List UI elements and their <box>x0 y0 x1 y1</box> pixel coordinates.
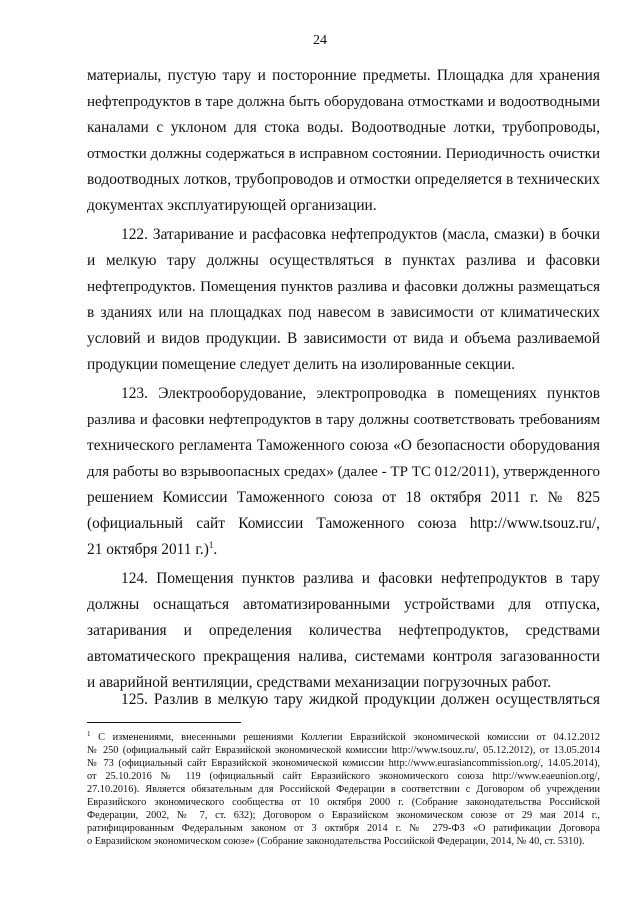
paragraph-125-first-line: 125. Разлив в мелкую тару жидкой продукции должен осуществляться <box>121 691 600 708</box>
footnote-line: 27.10.2016). Является обязательным для Российской Федерации в соответствии с Договором об учреждении <box>87 784 600 795</box>
body-line: разлива и фасовки нефтепродуктов в тару должны соответствовать требованиям <box>87 412 600 428</box>
footnote-line: о Евразийском экономическом союзе» (Собрание законодательства Российской Федерации, 2014, № 40, ст. 5310). <box>87 836 585 847</box>
body-line: должны оснащаться автоматизированными устройствами для отпуска, <box>87 596 600 613</box>
footnote-separator <box>87 722 241 723</box>
footnote-line: № 250 (официальный сайт Евразийской экономической комиссии http://www.tsouz.ru/, 05.12.2012), от 13.05.2014 <box>87 745 600 756</box>
footnote-line: № 73 (официальный сайт Евразийской экономической комиссии http://www.eurasiancommission.org/, 14.05.2014), <box>87 758 600 769</box>
footnote-line: ратифицированным Федеральным законом от 3 октября 2014 г. № 279-ФЗ «О ратификации Договора <box>87 823 600 834</box>
body-line: технического регламента Таможенного союза «О безопасности оборудования <box>87 437 600 454</box>
body-line: каналами с уклоном для стока воды. Водоотводные лотки, трубопроводы, <box>87 119 600 136</box>
body-line: (официальный сайт Комиссии Таможенного союза http://www.tsouz.ru/, <box>87 515 600 532</box>
body-line: в зданиях или на площадках под навесом в зависимости от климатических <box>87 304 600 321</box>
page-number: 24 <box>313 33 327 48</box>
footnote-text: С изменениями, внесенными решениями Коллегии Евразийской экономической комиссии от 04.12.2012 <box>90 732 600 743</box>
paragraph-124-first-line: 124. Помещения пунктов разлива и фасовки нефтепродуктов в тару <box>121 570 600 587</box>
body-line: автоматического прекращения налива, системами контроля загазованности <box>87 648 600 665</box>
footnote-marker: 1 <box>87 730 91 738</box>
footnote-line: Федерации, 2002, № 7, ст. 632); Договором о Евразийском экономическом союзе от 29 мая 2014 г., <box>87 810 600 821</box>
body-line-with-footnote-ref <box>87 537 600 563</box>
body-line: нефтепродуктов. Помещения пунктов разлива и фасовки должны размещаться <box>87 278 600 295</box>
footnote-line: Евразийского экономического сообщества от 10 октября 2000 г. (Собрание законодательства Российской <box>87 797 600 808</box>
footnote-reference[interactable]: 1 <box>208 540 214 550</box>
body-line: условий и видов продукции. В зависимости от вида и объема разливаемой <box>87 330 600 347</box>
footnote-ref-suffix: . <box>213 541 218 558</box>
body-line: нефтепродуктов в таре должна быть оборудована отмостками и водоотводными <box>87 94 600 110</box>
footnote-line: от 25.10.2016 № 119 (официальный сайт Евразийского экономического союза http://www.eaeunion.org/, <box>87 771 600 782</box>
body-line: материалы, пустую тару и посторонние предметы. Площадка для хранения <box>87 67 600 84</box>
body-line: продукции помещение следует делить на изолированные секции. <box>87 356 516 373</box>
body-line: отмостки должны содержаться в исправном состоянии. Периодичность очистки <box>87 146 600 162</box>
body-line: и мелкую тару должны осуществляться в пунктах разлива и фасовки <box>87 252 600 269</box>
body-line: водоотводных лотков, трубопроводов и отмостки определяется в технических <box>87 171 600 188</box>
body-line: и аварийной вентиляции, средствами механизации погрузочных работ. <box>87 674 552 691</box>
body-line: для работы во взрывоопасных средах» (далее - ТР ТС 012/2011), утвержденного <box>87 464 600 480</box>
body-line: документах эксплуатирующей организации. <box>87 197 377 214</box>
paragraph-122-first-line: 122. Затаривание и расфасовка нефтепродуктов (масла, смазки) в бочки <box>121 226 600 243</box>
body-line: затаривания и определения количества нефтепродуктов, средствами <box>87 622 600 639</box>
body-line: решением Комиссии Таможенного союза от 18 октября 2011 г. № 825 <box>87 489 600 506</box>
footnote-line <box>87 731 600 744</box>
paragraph-123-first-line: 123. Электрооборудование, электропроводка в помещениях пунктов <box>121 385 600 402</box>
body-line-text: 21 октября 2011 г.) <box>87 541 209 558</box>
